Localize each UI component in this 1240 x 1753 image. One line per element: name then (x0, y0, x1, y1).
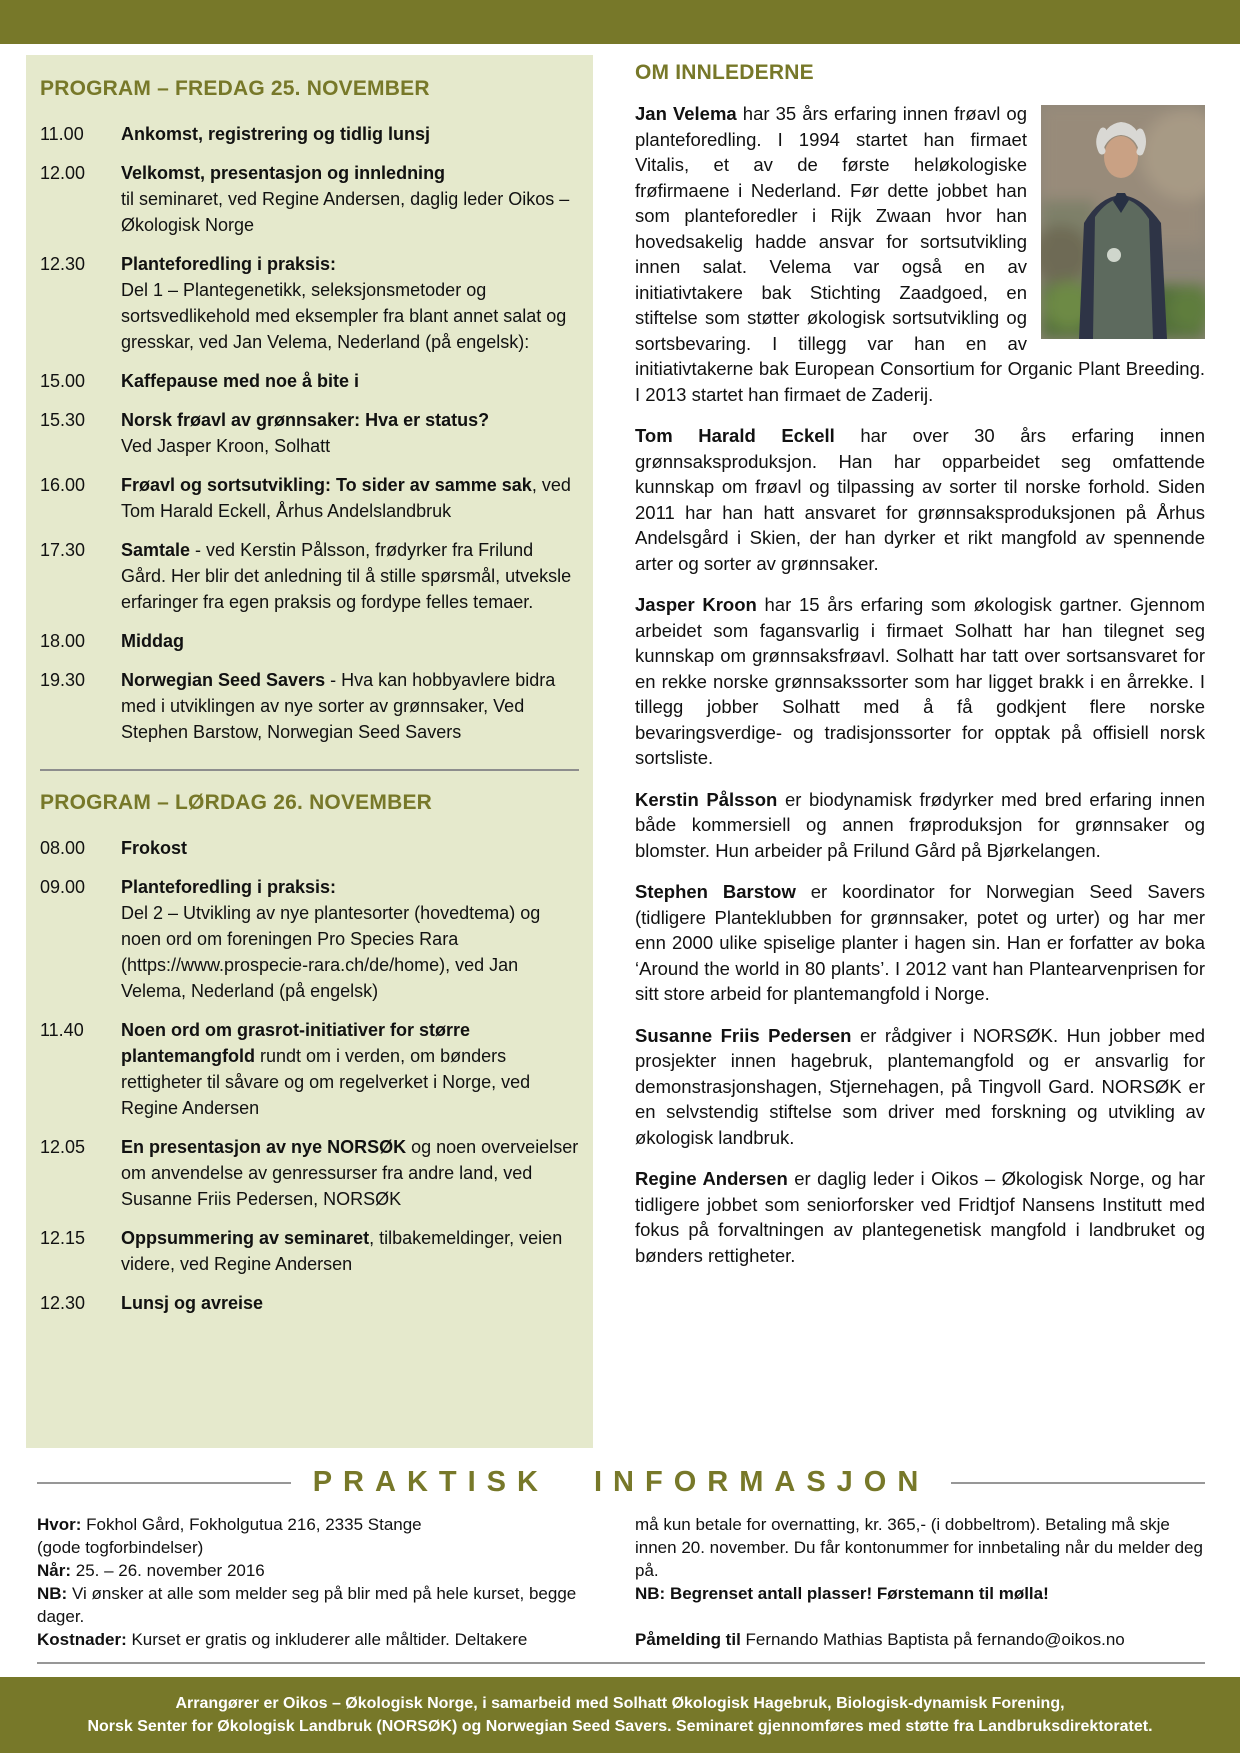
text-bold-segment: Planteforedling i praksis: (121, 877, 337, 897)
text-bold-segment: Velkomst, presentasjon og innledning (121, 163, 446, 183)
schedule-description (121, 1134, 579, 1212)
text-bold-segment: Middag (121, 631, 184, 651)
speaker-bios (635, 101, 1205, 1268)
speaker-name: Regine Andersen (635, 1168, 788, 1189)
practical-paragraph (635, 1513, 1205, 1582)
schedule-entry (40, 1290, 579, 1316)
speaker-bio: Tom Harald Eckell har over 30 års erfaring innen grønnsaksproduksjon. Han har opparbeidet seg omfattende kunnskap om frøavl og tilpassing av sorter til norske forhold. Siden 2011 har han hatt ansvaret for grønnsaksproduksjonen på Århus Andelsgård i Skien, der han dyrker et rikt mangfold av spennende arter og sorter av grønnsaker. (635, 425, 1205, 574)
text-bold-segment: Påmelding til (635, 1630, 741, 1649)
practical-header (37, 1466, 1205, 1499)
text-bold-segment: NB: Begrenset antall plasser! Førstemann til mølla! (635, 1584, 1049, 1603)
text-bold-segment: Norsk frøavl av grønnsaker: Hva er status? (121, 410, 490, 430)
schedule-time: 12.30 (40, 254, 86, 274)
text-segment: Kurset er gratis og inkluderer alle måltider. Deltakere (126, 1630, 528, 1649)
schedule-entry (40, 874, 579, 1004)
program-saturday-title: PROGRAM – LØRDAG 26. NOVEMBER (40, 791, 433, 814)
schedule-time: 11.00 (40, 124, 84, 144)
schedule-time: 12.05 (40, 1137, 86, 1157)
speakers-title: OM INNLEDERNE (635, 61, 814, 84)
text-segment: Del 2 – Utvikling av nye plantesorter (hovedtema) og noen ord om foreningen Pro Species Rara (https://www.prospecie-rara.ch/de/home), ved Jan Velema, Nederland (på engelsk) (121, 903, 541, 1001)
schedule-time: 09.00 (40, 877, 86, 897)
schedule-entry (40, 407, 579, 459)
schedule-time: 12.00 (40, 163, 86, 183)
text-bold-segment: Frøavl og sortsutvikling: To sider av samme sak (121, 475, 532, 495)
text-bold-segment: Kaffepause med noe å bite i (121, 371, 360, 391)
text-bold-segment: Norwegian Seed Savers (121, 670, 326, 690)
program-saturday-schedule (40, 835, 579, 1316)
schedule-time: 15.30 (40, 410, 86, 430)
text-bold-segment: Samtale (121, 540, 191, 560)
speaker-bio: Susanne Friis Pedersen er rådgiver i NORSØK. Hun jobber med prosjekter innen hagebruk, plantemangfold og er ansvarlig for demonstrasjonshagen, Stjernehagen, på Tingvoll Gard. NORSØK er en selvstendig stiftelse som driver med forskning og utvikling av økologisk landbruk. (635, 1024, 1205, 1148)
text-bold-segment: NB: (37, 1584, 68, 1603)
program-friday-title: PROGRAM – FREDAG 25. NOVEMBER (40, 77, 430, 100)
schedule-description (121, 628, 579, 654)
schedule-description (121, 1017, 579, 1121)
text-bold-segment: Frokost (121, 838, 188, 858)
text-segment: Fokhol Gård, Fokholgutua 216, 2335 Stange (81, 1515, 422, 1534)
text-segment: - ved Kerstin Pålsson, frødyrker fra Frilund Gård. Her blir det anledning til å stille spørsmål, utveksle erfaringer fra egen praksis og fordype felles temaer. (121, 540, 572, 612)
text-bold-segment: Lunsj og avreise (121, 1293, 264, 1313)
schedule-entry (40, 628, 579, 654)
footer-bar (0, 1677, 1240, 1753)
text-segment: til seminaret, ved Regine Andersen, daglig leder Oikos – Økologisk Norge (121, 189, 570, 235)
top-color-bar (0, 0, 1240, 44)
speaker-bio: Stephen Barstow er koordinator for Norwegian Seed Savers (tidligere Planteklubben for grønnsaker, potet og urter) og har mer enn 2000 ulike spiselige planter i hagen sin. Han er forfatter av boka ‘Around the world in 80 plants’. I 2012 vant han Plantearvenprisen for sitt store arbeid for plantemangfold i Norge. (635, 881, 1205, 1004)
program-divider (40, 769, 579, 771)
text-bold-segment: Hvor: (37, 1515, 82, 1534)
schedule-entry (40, 667, 579, 745)
schedule-time: 11.40 (40, 1020, 84, 1040)
schedule-description (121, 160, 579, 238)
practical-title: PRAKTISK INFORMASJON (312, 1466, 930, 1498)
speaker-bio: Jasper Kroon har 15 års erfaring som økologisk gartner. Gjennom arbeidet som fagansvarlig i firmaet Solhatt har han tilegnet seg kunnskap om grønnsaksfrøavl. Solhatt har tatt over sortsansvaret for en rekke norske grønnsakssorter som har ligget brakk i en årrekke. I tillegg jobber Solhatt med å få godkjent flere norske bevaringsverdige- og tradisjonssorter for opptak på offisiell norsk sortsliste. (635, 594, 1205, 768)
speaker-photo (1041, 105, 1205, 339)
schedule-description (121, 1290, 579, 1316)
schedule-description (121, 537, 579, 615)
text-segment: - Hva kan hobbyavlere bidra med i utviklingen av nye sorter av grønnsaker, Ved Stephen Barstow, Norwegian Seed Savers (121, 670, 556, 742)
schedule-description (121, 368, 579, 394)
practical-header-left-rule (37, 1482, 291, 1484)
text-segment: 25. – 26. november 2016 (71, 1561, 265, 1580)
text-segment: Del 1 – Plantegenetikk, seleksjonsmetoder og sortsvedlikehold med eksempler fra blant annet salat og gresskar, ved Jan Velema, Nederland (på engelsk): (121, 280, 567, 352)
schedule-time: 08.00 (40, 838, 86, 858)
text-segment: og noen overveielser om anvendelse av genressurser fra andre land, ved Susanne Friis Pedersen, NORSØK (121, 1137, 579, 1209)
schedule-time: 12.30 (40, 1293, 86, 1313)
schedule-entry (40, 472, 579, 524)
practical-info-section (37, 1466, 1205, 1651)
text-bold-segment: Når: (37, 1561, 72, 1580)
practical-columns (37, 1513, 1205, 1651)
program-box (26, 55, 593, 1448)
schedule-time: 19.30 (40, 670, 86, 690)
schedule-time: 15.00 (40, 371, 86, 391)
practical-paragraph (635, 1628, 1205, 1651)
text-segment: , ved Tom Harald Eckell, Århus Andelslandbruk (121, 475, 571, 521)
practical-paragraph (37, 1628, 585, 1651)
text-bold-segment: Oppsummering av seminaret (121, 1228, 370, 1248)
schedule-entry (40, 1134, 579, 1212)
schedule-description (121, 407, 579, 459)
speaker-name: Jasper Kroon (635, 594, 757, 615)
schedule-description (121, 667, 579, 745)
speaker-name: Susanne Friis Pedersen (635, 1024, 852, 1046)
speaker-name: Kerstin Pålsson (635, 788, 778, 810)
schedule-description (121, 251, 579, 355)
text-segment: (gode togforbindelser) (37, 1538, 204, 1557)
practical-paragraph (37, 1582, 585, 1628)
schedule-entry (40, 251, 579, 355)
schedule-time: 18.00 (40, 631, 86, 651)
speaker-name: Jan Velema (635, 103, 737, 124)
text-segment: Ved Jasper Kroon, Solhatt (121, 436, 331, 456)
schedule-description (121, 874, 579, 1004)
speaker-bio: Jan Velema har 35 års erfaring innen frøavl og planteforedling. I 1994 startet han firmaet Vitalis, et av de første heløkologiske frøfirmaene i Nederland. Før dette jobbet han som planteforedler i Rijk Zwaan hvor han hovedsakelig hadde ansvar for sortsutvikling innen salat. Velema var også en av initiativtakere bak Stichting Zaadgoed, en stiftelse som støtter økologisk sortsutvikling og sortsbevaring. I tillegg var han en av initiativtakerne bak European Consortium for Organic Plant Breeding. I 2013 startet han firmaet de Zaderij. (635, 101, 1205, 407)
footer-line-2: Norsk Senter for Økologisk Landbruk (NORSØK) og Norwegian Seed Savers. Seminaret gjennomføres med støtte fra Landbruksdirektoratet. (87, 1718, 1153, 1735)
schedule-entry (40, 160, 579, 238)
speaker-name: Stephen Barstow (635, 881, 796, 902)
text-bold-segment: Noen ord om grasrot-initiativer for større plantemangfold (121, 1020, 471, 1066)
text-segment: må kun betale for overnatting, kr. 365,- (i dobbeltrom). Betaling må skje innen 20. november. Du får kontonummer for innbetaling når du melder deg på. (635, 1515, 1203, 1580)
practical-left-column (37, 1513, 585, 1651)
practical-paragraph (37, 1559, 585, 1582)
practical-right-column (635, 1513, 1205, 1651)
text-segment: , tilbakemeldinger, veien videre, ved Regine Andersen (121, 1228, 563, 1274)
schedule-time: 17.30 (40, 540, 86, 560)
schedule-time: 16.00 (40, 475, 86, 495)
schedule-entry (40, 537, 579, 615)
speaker-bio: Kerstin Pålsson er biodynamisk frødyrker med bred erfaring innen både kommersiell og annen frøproduksjon for grønnsaker og blomster. Hun arbeider på Frilund Gård på Bjørkelangen. (635, 788, 1206, 861)
schedule-description (121, 835, 579, 861)
text-bold-segment: Planteforedling i praksis: (121, 254, 337, 274)
practical-header-right-rule (951, 1482, 1205, 1484)
schedule-description (121, 472, 579, 524)
schedule-entry (40, 121, 579, 147)
schedule-description (121, 1225, 579, 1277)
text-segment: Vi ønsker at alle som melder seg på blir med på hele kurset, begge dager. (37, 1584, 577, 1626)
speaker-name: Tom Harald Eckell (635, 425, 835, 446)
practical-paragraph (635, 1582, 1205, 1605)
text-segment: Fernando Mathias Baptista på fernando@oikos.no (740, 1630, 1125, 1649)
footer-line-1: Arrangører er Oikos – Økologisk Norge, i samarbeid med Solhatt Økologisk Hagebruk, Biologisk-dynamisk Forening, (175, 1695, 1065, 1712)
text-bold-segment: Ankomst, registrering og tidlig lunsj (121, 124, 431, 144)
schedule-entry (40, 368, 579, 394)
text-bold-segment: En presentasjon av nye NORSØK (121, 1137, 407, 1157)
schedule-entry (40, 1225, 579, 1277)
practical-paragraph (37, 1513, 585, 1559)
program-friday-schedule (40, 121, 579, 745)
speakers-column (635, 55, 1205, 1284)
text-segment: rundt om i verden, om bønders rettigheter til såvare og om regelverket i Norge, ved Regine Andersen (121, 1046, 531, 1118)
text-bold-segment: Kostnader: (37, 1630, 127, 1649)
schedule-description (121, 121, 579, 147)
footer-divider-rule (37, 1662, 1205, 1664)
schedule-time: 12.15 (40, 1228, 86, 1248)
schedule-entry (40, 835, 579, 861)
speaker-bio: Regine Andersen er daglig leder i Oikos – Økologisk Norge, og har tidligere jobbet som seniorforsker ved Fridtjof Nansens Institutt med fokus på forvaltningen av plantegenetisk mangfold i landbruket og bønders rettigheter. (635, 1168, 1205, 1266)
schedule-entry (40, 1017, 579, 1121)
